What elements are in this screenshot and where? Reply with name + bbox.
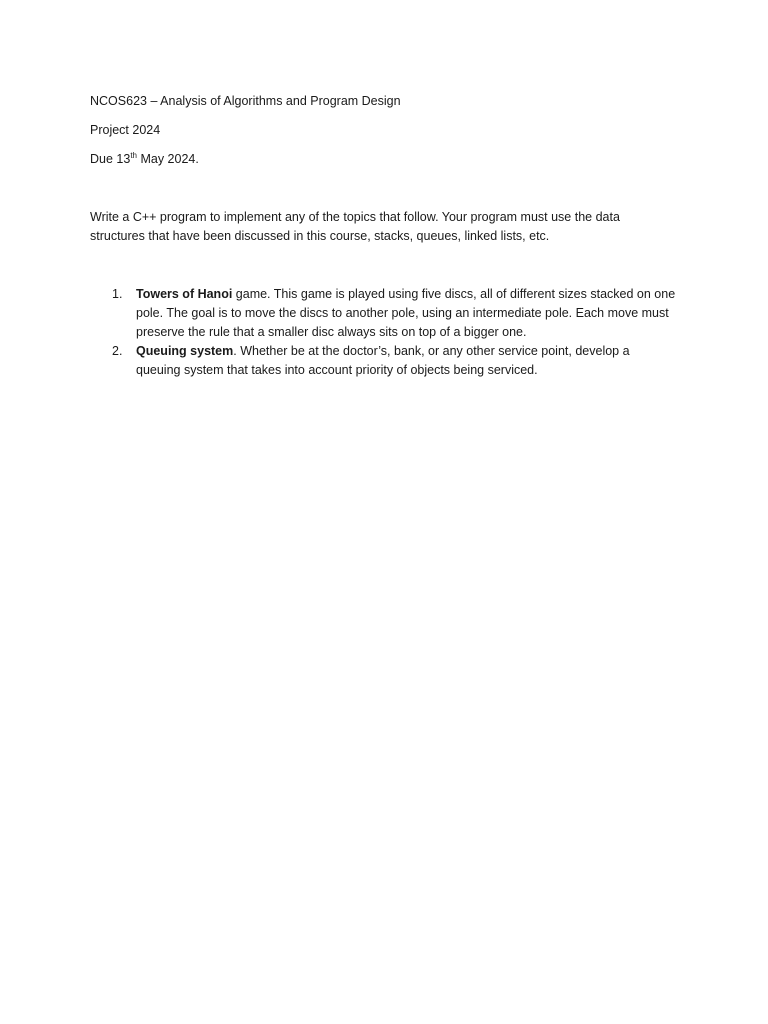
list-item-line: queuing system that takes into account priority of objects being serviced. [136,363,538,377]
list-item-line [136,285,690,304]
list-item-number: 2. [112,344,123,358]
topic-list [90,285,690,380]
project-label: Project 2024 [90,123,161,137]
course-title: NCOS623 – Analysis of Algorithms and Program Design [90,94,401,108]
due-date-rest: May 2024. [136,152,199,166]
list-item-queuing-system [90,342,690,380]
due-date-ordinal: th [130,150,137,160]
list-item-line: preserve the rule that a smaller disc always sits on top of a bigger one. [136,325,527,339]
topic-title: Queuing system [136,344,234,358]
list-item-line: pole. The goal is to move the discs to another pole, using an intermediate pole. Each move must [136,306,669,320]
due-date-prefix: Due 13 [90,152,131,166]
intro-line: Write a C++ program to implement any of the topics that follow. Your program must use the data [90,210,620,224]
intro-paragraph [90,208,690,246]
topic-text: . Whether be at the doctor’s, bank, or any other service point, develop a [233,344,630,358]
list-item-line [136,342,690,361]
intro-line: structures that have been discussed in this course, stacks, queues, linked lists, etc. [90,229,550,243]
topic-title: Towers of Hanoi [136,287,233,301]
topic-text: game. This game is played using five discs, all of different sizes stacked on one [232,287,676,301]
due-date [90,150,199,169]
list-item-towers-of-hanoi [90,285,690,342]
list-item-number: 1. [112,287,123,301]
